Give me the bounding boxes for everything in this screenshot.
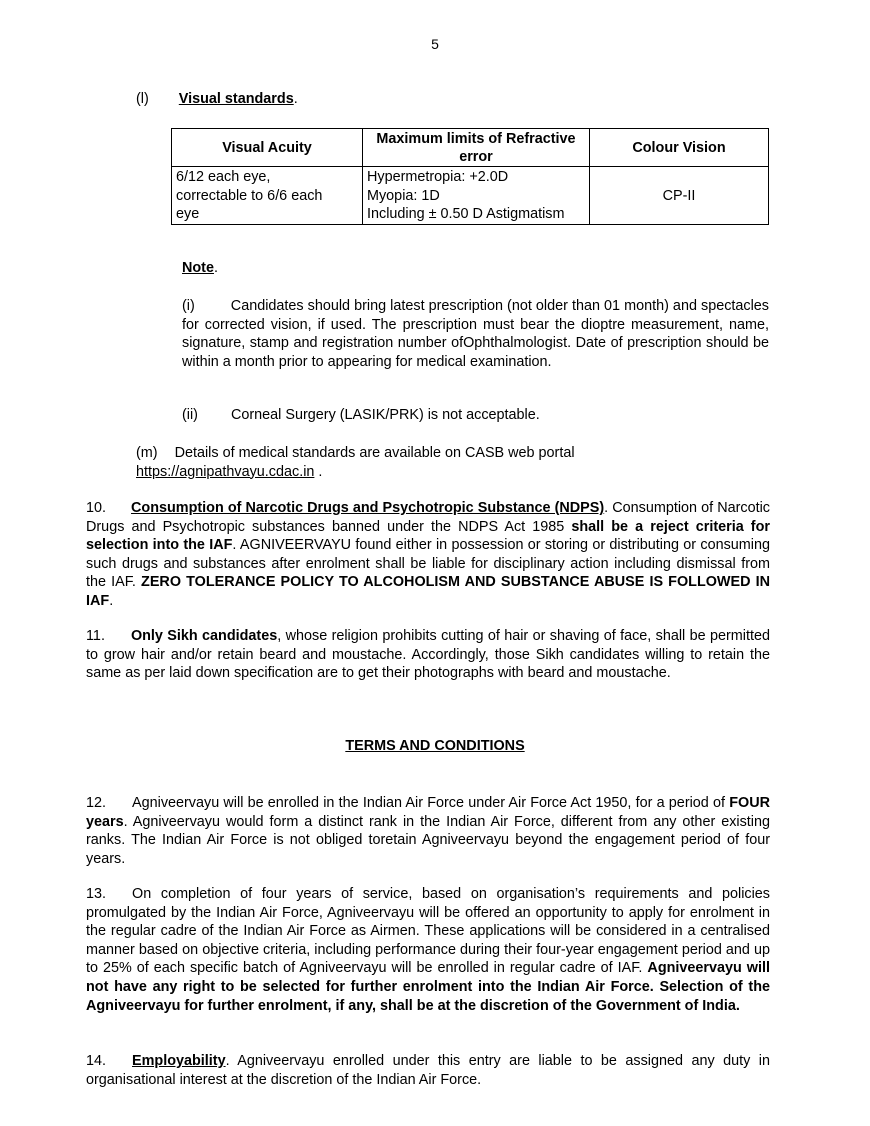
acuity-line: eye	[176, 206, 200, 222]
para-number: 12.	[86, 795, 107, 811]
para-text: , whose religion prohibits cutting of hair or shaving of face, shall be permitted to grow hair and/or retain beard and moustache. Accordingly, those Sikh candidates willing to retain the same as per laid down specification are to get their photographs with beard and moustache.	[86, 628, 770, 682]
para-bold-text: FOUR years	[86, 795, 770, 830]
para-text: . AGNIVEERVAYU found either in possession or storing or distributing or consuming such drugs and substances after enrolment shall be liable for disciplinary action including dismissal from the IAF.	[86, 537, 770, 591]
page-number: 5	[431, 36, 439, 52]
para-number: 13.	[86, 886, 107, 902]
refractive-line: Including ± 0.50 D Astigmatism	[367, 206, 565, 222]
note-heading	[182, 260, 218, 276]
cell-visual-acuity	[172, 167, 363, 225]
header-visual-acuity: Visual Acuity	[172, 129, 363, 167]
note-punct: .	[213, 260, 218, 276]
note-item-text: Candidates should bring latest prescription (not older than 01 month) and spectacles for corrected vision, if used. The prescription must bear the dioptre measurement, name, signature, stamp and registration number ofOphthalmologist. Date of prescription should be within a month prior to appearing for medical examination.	[182, 298, 769, 370]
section-heading: TERMS AND CONDITIONS	[345, 738, 525, 754]
table-row	[172, 167, 769, 225]
visual-standards-title: Visual standards	[178, 91, 294, 107]
para-text: . Agniveervayu enrolled under this entry are liable to be assigned any duty in organisational interest at the discretion of the Indian Air Force.	[86, 1053, 770, 1088]
para-13	[86, 885, 770, 1015]
para-text: Agniveervayu will be enrolled in the Indian Air Force under Air Force Act 1950, for a period of	[132, 795, 730, 811]
note-item-text: Corneal Surgery (LASIK/PRK) is not acceptable.	[230, 407, 540, 423]
item-l-marker: (l)	[136, 91, 149, 107]
para-11	[86, 627, 770, 683]
para-bold-text: ZERO TOLERANCE POLICY TO ALCOHOLISM AND SUBSTANCE ABUSE IS FOLLOWED IN IAF	[86, 574, 771, 609]
visual-standards-table	[171, 128, 769, 225]
refractive-line: Hypermetropia: +2.0D	[367, 169, 509, 185]
para-number: 14.	[86, 1053, 107, 1069]
para-14	[86, 1052, 770, 1089]
heading-punct: .	[293, 91, 298, 107]
acuity-line: correctable to 6/6 each	[176, 187, 323, 204]
table-header-row	[172, 129, 769, 167]
para-text: . Consumption of Narcotic Drugs and Psychotropic substances banned under the NDPS Act 1985	[86, 500, 770, 535]
para-text: . Agniveervayu would form a distinct rank in the Indian Air Force, different from any other existing ranks. The Indian Air Force is not obliged toretain Agniveervayu beyond the engagement period of four years.	[86, 813, 770, 867]
header-colour-vision: Colour Vision	[590, 129, 769, 167]
item-l-heading	[136, 91, 298, 107]
para-12	[86, 794, 770, 868]
cell-refractive-error	[363, 167, 590, 225]
note-item-ii	[182, 407, 540, 423]
para-bold-text: Agniveervayu will not have any right to be selected for further enrolment into the Indian Air Force. Selection of the Agniveervayu for further enrolment, if any, shall be at the discretion of the Government of India.	[86, 960, 770, 1014]
acuity-line: 6/12 each eye,	[176, 169, 271, 185]
refractive-line: Myopia: 1D	[367, 187, 440, 204]
header-refractive-error: Maximum limits of Refractive error	[363, 129, 590, 167]
item-m-text: Details of medical standards are available on CASB web portal	[174, 445, 575, 461]
note-title: Note	[182, 260, 214, 276]
note-item-marker: (i)	[182, 298, 195, 314]
para-text: On completion of four years of service, based on organisation’s requirements and policies promulgated by the Indian Air Force, Agniveervayu will be offered an opportunity to apply for enrolment in the regular cadre of the Indian Air Force as Airmen. These applications will be considered in a centralised manner based on objective criteria, including performance during their four-year engagement period and up to 25% of each specific batch of Agniveervayu will be enrolled in regular cadre of IAF.	[86, 886, 770, 977]
note-item-i	[182, 297, 769, 371]
para-number: 11.	[86, 628, 105, 644]
item-m	[136, 444, 575, 481]
para-10	[86, 499, 770, 611]
item-m-marker: (m)	[136, 445, 158, 461]
para-bold-text: shall be a reject criteria for selection into the IAF	[86, 518, 770, 554]
para-number: 10.	[86, 500, 107, 516]
para-text: .	[109, 592, 114, 609]
casb-portal-link[interactable]: https://agnipathvayu.cdac.in	[136, 463, 315, 480]
cell-colour-vision: CP-II	[590, 167, 769, 225]
note-item-marker: (ii)	[182, 407, 198, 423]
para-bold-text: Only Sikh candidates	[130, 628, 278, 644]
link-punct: .	[314, 463, 323, 480]
para-14-title: Employability	[132, 1053, 226, 1069]
para-10-title: Consumption of Narcotic Drugs and Psychotropic Substance (NDPS)	[131, 500, 605, 516]
